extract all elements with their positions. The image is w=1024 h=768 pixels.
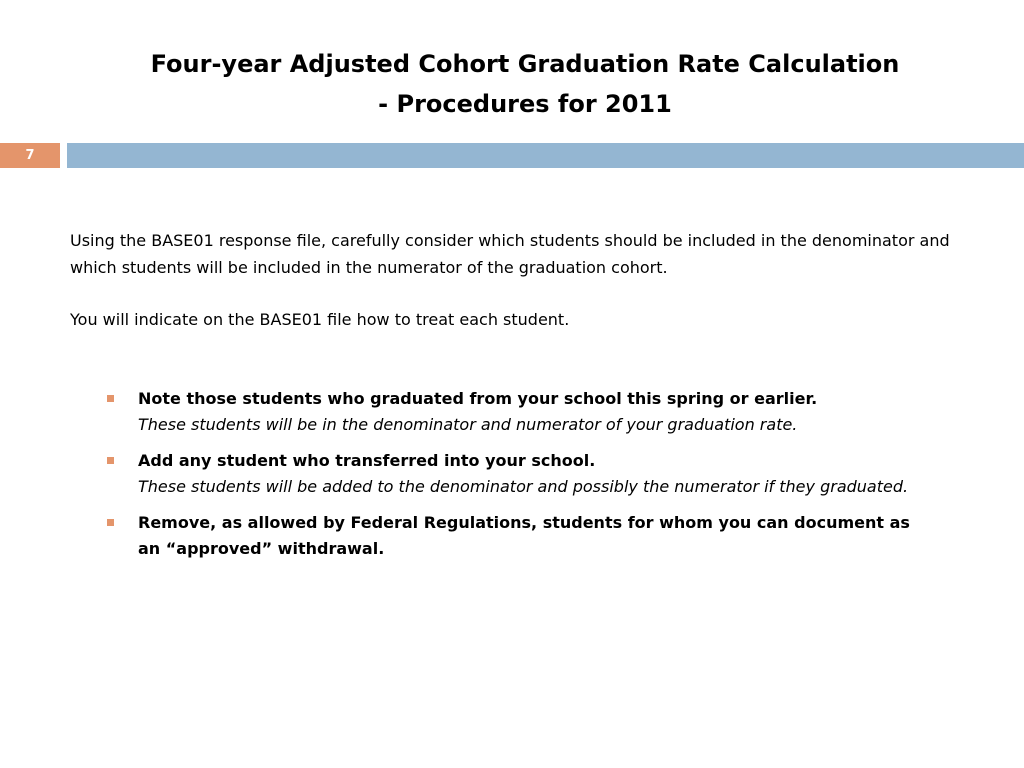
bullet-detail: These students will be added to the denominator and possibly the numerator if they graduated. xyxy=(138,477,909,496)
bullet-heading: Add any student who transferred into your school. xyxy=(138,451,596,470)
slide-number-badge xyxy=(0,143,60,168)
bullet-heading: Note those students who graduated from your school this spring or earlier. xyxy=(138,389,818,408)
bullet-item xyxy=(105,510,925,562)
bullet-heading: Remove, as allowed by Federal Regulations, students for whom you can document as an “approved” withdrawal. xyxy=(138,513,910,558)
slide-title xyxy=(60,44,990,124)
slide-title-line-1: Four-year Adjusted Cohort Graduation Rate Calculation xyxy=(150,50,900,78)
square-bullet-icon xyxy=(107,519,114,526)
intro-paragraph-2: You will indicate on the BASE01 file how to treat each student. xyxy=(70,310,570,329)
square-bullet-icon xyxy=(107,395,114,402)
intro-paragraph-1: Using the BASE01 response file, carefully consider which students should be included in the denominator and which students will be included in the numerator of the graduation cohort. xyxy=(70,231,950,277)
bullet-detail: These students will be in the denominator and numerator of your graduation rate. xyxy=(138,415,798,434)
header-divider-bar xyxy=(67,143,1024,168)
bullet-item xyxy=(105,386,925,438)
bullet-item xyxy=(105,448,925,500)
square-bullet-icon xyxy=(107,457,114,464)
slide-title-line-2: - Procedures for 2011 xyxy=(378,90,672,118)
bullet-list xyxy=(105,386,925,572)
intro-text xyxy=(70,227,970,333)
slide-number: 7 xyxy=(25,148,35,163)
